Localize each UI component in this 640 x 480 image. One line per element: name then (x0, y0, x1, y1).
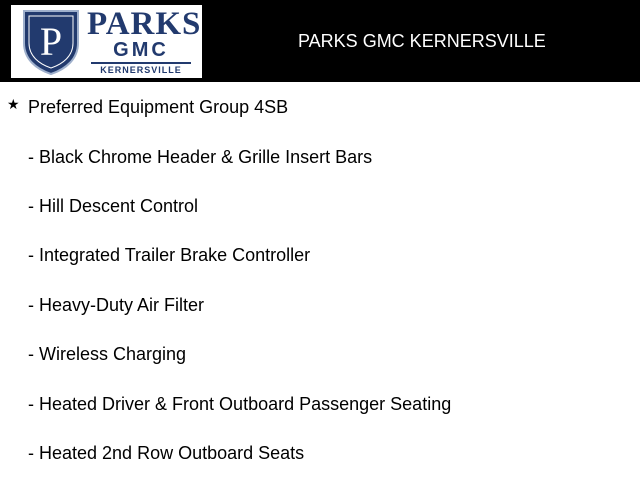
header-bar (0, 0, 640, 82)
logo-location-text: KERNERSVILLE (100, 65, 182, 75)
shield-letter: P (39, 19, 63, 64)
shield-logo-icon (22, 9, 80, 75)
logo-divider (91, 62, 191, 64)
equipment-item: - Heated 2nd Row Outboard Seats (28, 443, 305, 463)
star-icon: ★ (7, 97, 20, 113)
logo-brand-text: PARKS (87, 6, 202, 42)
dealer-logo[interactable] (11, 5, 202, 78)
equipment-item: - Heated Driver & Front Outboard Passenger Seating (28, 394, 452, 414)
equipment-item: - Hill Descent Control (28, 196, 199, 216)
equipment-item: - Wireless Charging (28, 344, 187, 364)
equipment-group-title: Preferred Equipment Group 4SB (28, 97, 289, 117)
equipment-item: - Black Chrome Header & Grille Insert Bars (28, 147, 373, 167)
equipment-item: - Integrated Trailer Brake Controller (28, 245, 311, 265)
header-title: PARKS GMC KERNERSVILLE (298, 31, 546, 51)
equipment-item: - Heavy-Duty Air Filter (28, 295, 205, 315)
logo-make-text: GMC (113, 39, 169, 61)
